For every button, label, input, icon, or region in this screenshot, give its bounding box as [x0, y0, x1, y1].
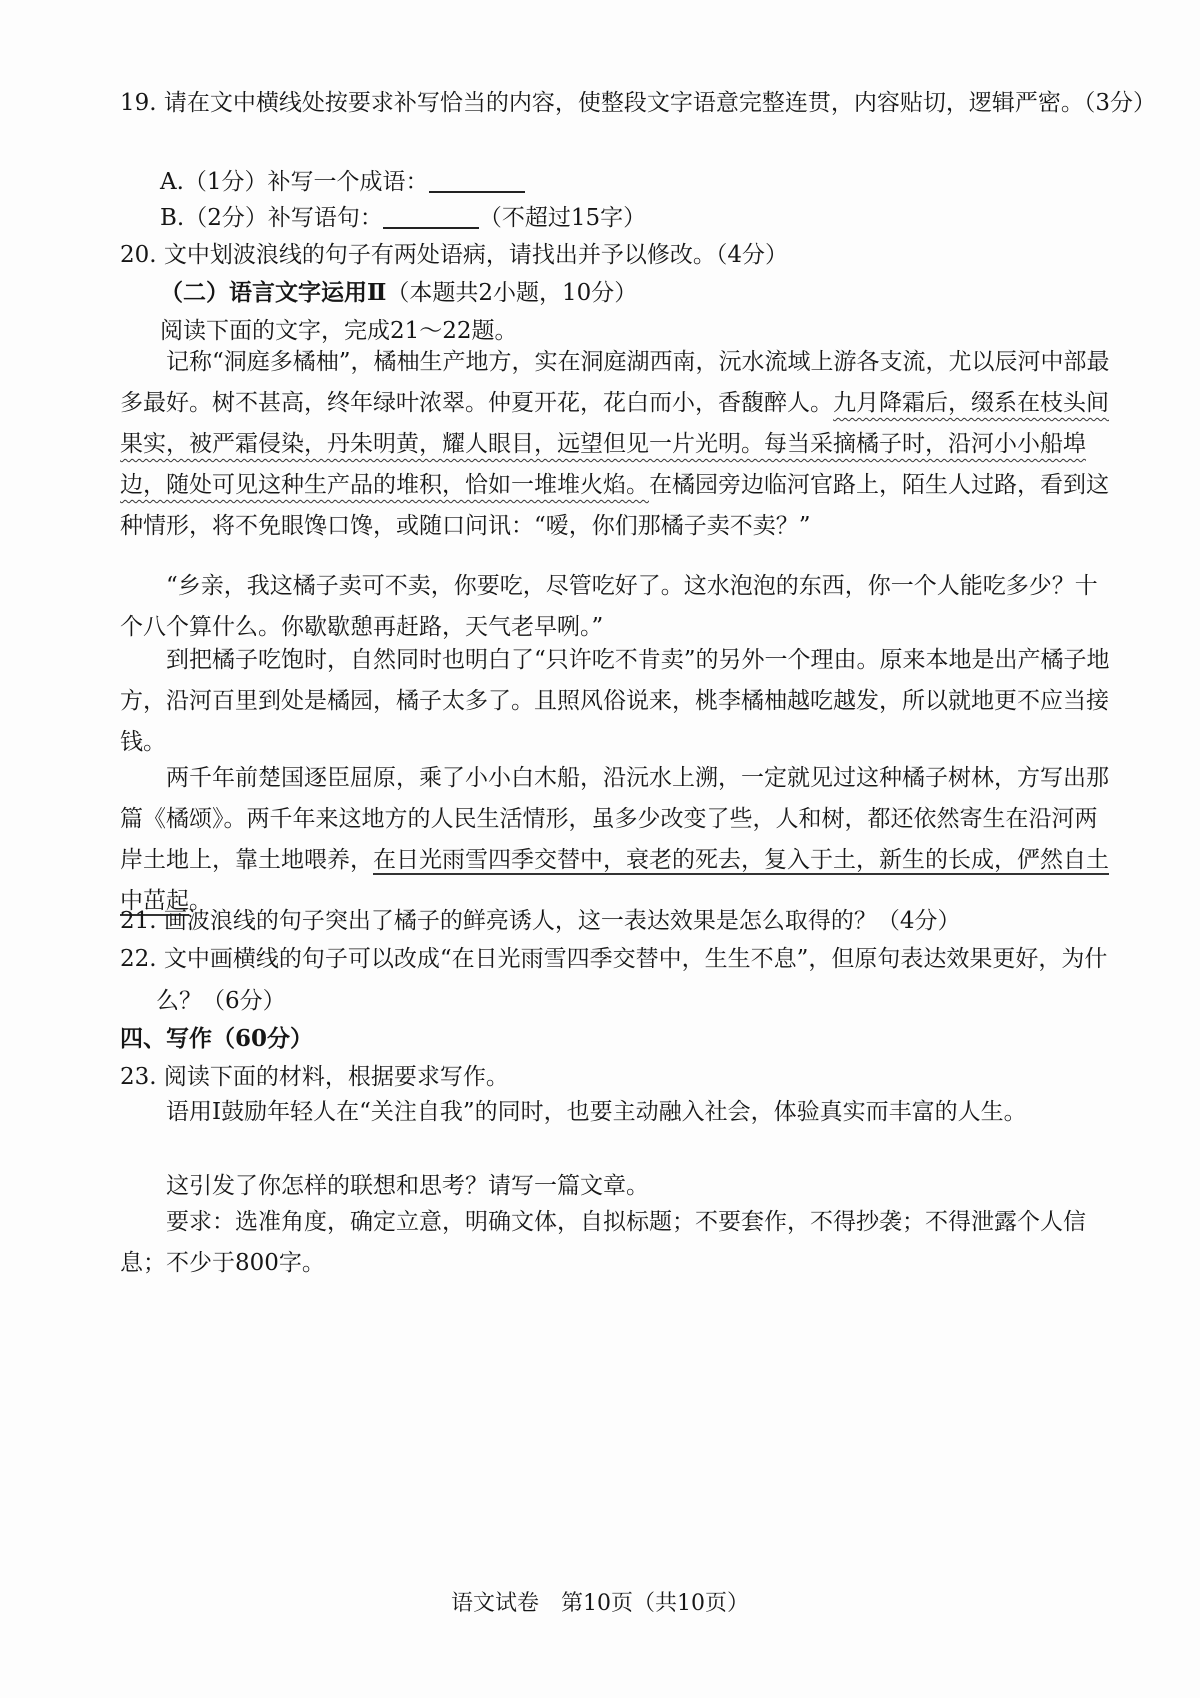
writing-material	[120, 1092, 1110, 1133]
writing-prompt-text: 这引发了你怎样的联想和思考？请写一篇文章。	[166, 1173, 649, 1199]
passage-p2-text: “乡亲，我这橘子卖可不卖，你要吃，尽管吃好了。这水泡泡的东西，你一个人能吃多少？十个八个算什么。你歇歇憩再赶路，天气老早咧。”	[120, 573, 1098, 640]
passage-paragraph-3	[120, 640, 1110, 763]
question-21	[120, 900, 1146, 942]
answer-blank-b	[383, 201, 479, 229]
question-19	[120, 82, 1157, 124]
part-a-label: A.（1分）补写一个成语：	[160, 169, 429, 195]
passage-p1-intro: 记称“洞庭多橘柚”，橘柚生产地方，实在洞庭湖西南，沅水流域上游各支流，尤以辰河中部最多最好。树不甚高，终年绿叶浓翠。仲夏开花，花白而小，香馥醉人。	[120, 349, 1110, 416]
writing-prompt	[120, 1166, 1110, 1207]
writing-material-text: 语用Ⅰ鼓励年轻人在“关注自我”的同时，也要主动融入社会，体验真实而丰富的人生。	[166, 1099, 1027, 1125]
answer-blank-a	[429, 165, 525, 193]
question-19-part-a	[160, 162, 525, 202]
section-2-instruction: 阅读下面的文字，完成21～22题。	[160, 318, 518, 344]
section-4-heading: 四、写作（60分）	[120, 1025, 314, 1052]
passage-p4-end: 。	[189, 888, 212, 914]
wavy-underlined-sentence: 九月降霜后，缀系在枝头间果实，被严霜侵染，丹朱明黄，耀人眼目，远望但见一片光明。每当采摘橘子时，沿河小小船埠边，随处可见这种生产品的堆积，恰如一堆堆火焰。	[120, 390, 1109, 498]
passage-paragraph-2	[120, 566, 1110, 648]
question-20	[120, 234, 1146, 276]
section-2-heading	[160, 272, 1110, 314]
part-b-note: （不超过15字）	[478, 205, 647, 231]
question-22	[120, 938, 1146, 1022]
question-19-text: 19. 请在文中横线处按要求补写恰当的内容，使整段文字语意完整连贯，内容贴切，逻辑严密。（3分）	[120, 90, 1157, 116]
part-b-label: B.（2分）补写语句：	[160, 205, 383, 231]
passage-p3-text: 到把橘子吃饱时，自然同时也明白了“只许吃不肯卖”的另外一个理由。原来本地是出产橘子地方，沿河百里到处是橘园，橘子太多了。且照风俗说来，桃李橘柚越吃越发，所以就地更不应当接钱。	[120, 647, 1110, 755]
writing-requirements	[120, 1202, 1110, 1284]
section-2-title: （二）语言文字运用Ⅱ	[160, 279, 387, 306]
question-19-part-b	[160, 198, 646, 238]
straight-underlined-sentence: 在日光雨雪四季交替中，衰老的死去，复入于土，新生的长成，俨然自土中茁起	[120, 847, 1109, 914]
writing-requirements-text: 要求：选准角度，确定立意，明确文体，自拟标题；不要套作，不得抄袭；不得泄露个人信息；不少于800字。	[120, 1209, 1086, 1276]
passage-paragraph-1	[120, 342, 1110, 547]
question-21-text: 21. 画波浪线的句子突出了橘子的鲜亮诱人，这一表达效果是怎么取得的？（4分）	[120, 908, 961, 934]
question-20-text: 20. 文中划波浪线的句子有两处语病，请找出并予以修改。（4分）	[120, 242, 789, 268]
passage-p1-rest: 在橘园旁边临河官路上，陌生人过路，看到这种情形，将不免眼馋口馋，或随口问讯：“嗳，你们那橘子卖不卖？”	[120, 472, 1109, 539]
section-2-note: （本题共2小题，10分）	[386, 280, 638, 306]
question-23: 23. 阅读下面的材料，根据要求写作。	[120, 1064, 509, 1090]
passage-p4-text: 两千年前楚国逐臣屈原，乘了小小白木船，沿沅水上溯，一定就见过这种橘子树林，方写出那篇《橘颂》。两千年来这地方的人民生活情形，虽多少改变了些，人和树，都还依然寄生在沿河两岸土地上，靠土地喂养，	[120, 765, 1109, 873]
passage-paragraph-4	[120, 758, 1110, 922]
question-22-text: 22. 文中画横线的句子可以改成“在日光雨雪四季交替中，生生不息”，但原句表达效果更好，为什么？（6分）	[120, 946, 1108, 1014]
page-footer: 语文试卷 第10页（共10页）	[451, 1591, 749, 1616]
